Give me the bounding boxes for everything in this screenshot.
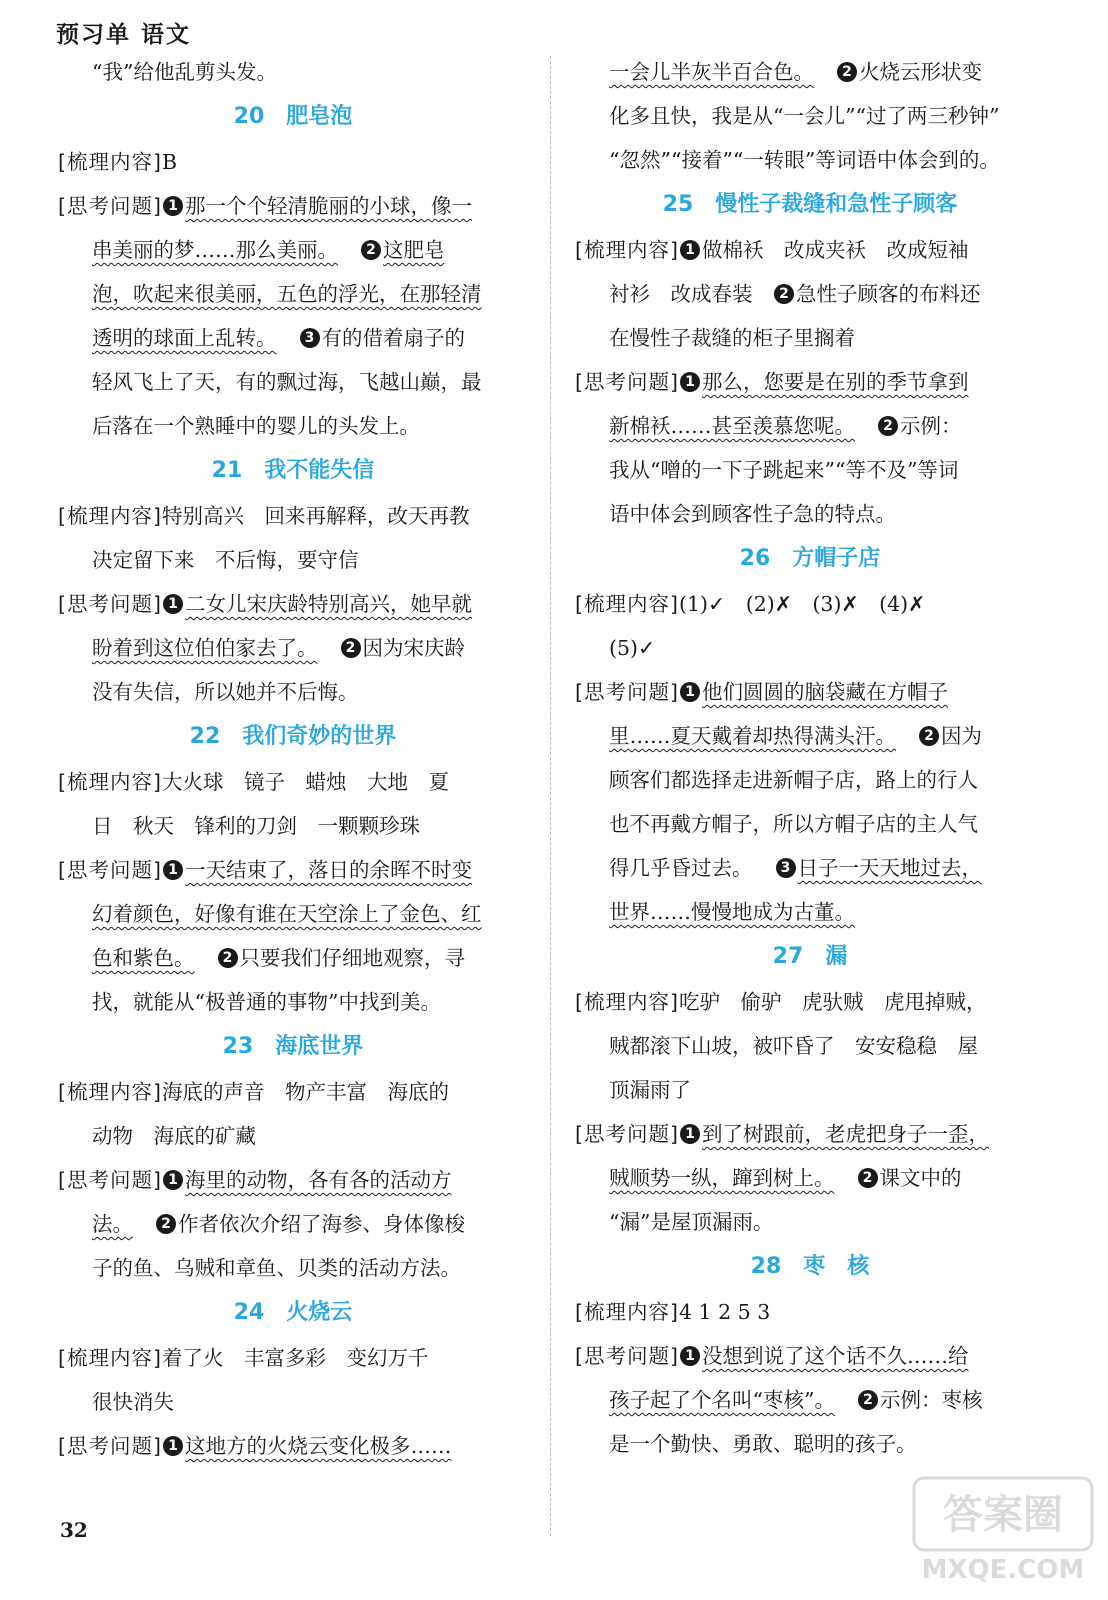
answer-text: 衬衫 改成春装 <box>609 282 773 306</box>
page-header: 预习单 语文 <box>56 22 192 48</box>
answer-text: 示例：枣核 <box>879 1388 983 1412</box>
text-line <box>58 1070 528 1114</box>
underlined-quote: 里……夏天戴着却热得满头汗。 <box>609 724 896 748</box>
item-number-badge: 2 <box>919 726 939 746</box>
lesson-name: 枣 核 <box>803 1254 870 1279</box>
text-line <box>58 760 528 804</box>
lesson-name: 漏 <box>825 944 848 969</box>
text-line <box>58 1114 528 1158</box>
text-line <box>58 494 528 538</box>
answer-text: “我”给他乱剪头发。 <box>92 60 277 84</box>
text-line <box>58 272 528 316</box>
answer-text: 动物 海底的矿藏 <box>92 1124 256 1148</box>
answer-text: 化多且快，我是从“一会儿”“过了两三秒钟” <box>609 104 1000 128</box>
underlined-quote: 幻着颜色，好像有谁在天空涂上了金色、红 <box>92 902 482 926</box>
answer-text: 吃驴 偷驴 虎驮贼 虎甩掉贼， <box>679 990 987 1014</box>
section-tag: [梳理内容] <box>58 150 162 174</box>
text-line <box>575 1112 1045 1156</box>
text-line <box>58 1380 528 1424</box>
lesson-title <box>58 94 528 140</box>
underlined-quote: 一天结束了，落日的余晖不时变 <box>185 858 472 882</box>
underlined-quote: 日子一天天地过去， <box>797 856 982 880</box>
right-column <box>575 50 1045 1466</box>
answer-text: 轻风飞上了天，有的飘过海，飞越山巅，最 <box>92 370 482 394</box>
text-line <box>575 404 1045 448</box>
text-line <box>58 1336 528 1380</box>
text-line <box>58 626 528 670</box>
answer-text: 后落在一个熟睡中的婴儿的头发上。 <box>92 414 420 438</box>
lesson-title <box>575 1244 1045 1290</box>
section-tag: [梳理内容] <box>58 1080 162 1104</box>
answer-text: 顾客们都选择走进新帽子店，路上的行人 <box>609 768 978 792</box>
answer-text: 急性子顾客的布料还 <box>796 282 981 306</box>
text-line <box>58 1246 528 1290</box>
item-number-badge: 1 <box>163 1170 183 1190</box>
answer-text: 顶漏雨了 <box>609 1078 691 1102</box>
text-line <box>575 670 1045 714</box>
answer-text: 只要我们仔细地观察，寻 <box>239 946 465 970</box>
underlined-quote: 透明的球面上乱转。 <box>92 326 277 350</box>
text-line <box>575 980 1045 1024</box>
answer-text: (5)✓ <box>609 636 656 660</box>
section-tag: [思考问题] <box>58 858 162 882</box>
lesson-title <box>58 1024 528 1070</box>
lesson-title <box>58 448 528 494</box>
underlined-quote: 色和紫色。 <box>92 946 195 970</box>
item-number-badge: 1 <box>163 860 183 880</box>
item-number-badge: 2 <box>858 1168 878 1188</box>
section-tag: [思考问题] <box>58 194 162 218</box>
text-line <box>58 360 528 404</box>
item-number-badge: 1 <box>163 196 183 216</box>
text-line <box>58 936 528 980</box>
text-line <box>58 1158 528 1202</box>
lesson-number: 20 <box>233 104 265 129</box>
item-number-badge: 2 <box>156 1214 176 1234</box>
item-number-badge: 1 <box>680 1346 700 1366</box>
answer-text: 着了火 丰富多彩 变幻万千 <box>162 1346 429 1370</box>
answer-text: 特别高兴 回来再解释，改天再教 <box>162 504 470 528</box>
text-line <box>575 1334 1045 1378</box>
answer-text: 火烧云形状变 <box>859 60 982 84</box>
text-line <box>575 1200 1045 1244</box>
item-number-badge: 1 <box>680 682 700 702</box>
answer-text: “忽然”“接着”“一转眼”等词语中体会到的。 <box>609 148 1000 172</box>
item-number-badge: 2 <box>858 1390 878 1410</box>
section-tag: [梳理内容] <box>58 1346 162 1370</box>
underlined-quote: 他们圆圆的脑袋藏在方帽子 <box>702 680 948 704</box>
text-line <box>575 360 1045 404</box>
text-line <box>575 714 1045 758</box>
svg-text:答案圈: 答案圈 <box>943 1492 1063 1538</box>
text-line <box>575 890 1045 934</box>
text-line <box>58 404 528 448</box>
item-number-badge: 3 <box>300 328 320 348</box>
text-line <box>58 538 528 582</box>
underlined-quote: 新棉袄……甚至羡慕您呢。 <box>609 414 855 438</box>
text-line <box>58 670 528 714</box>
text-line <box>58 980 528 1024</box>
answer-text: 因为 <box>941 724 982 748</box>
lesson-number: 23 <box>222 1034 254 1059</box>
lesson-title <box>575 934 1045 980</box>
watermark-logo <box>908 1470 1098 1590</box>
answer-text: 找，就能从“极普通的事物”中找到美。 <box>92 990 441 1014</box>
lesson-name: 海底世界 <box>275 1034 364 1059</box>
section-tag: [思考问题] <box>58 1168 162 1192</box>
lesson-title <box>58 1290 528 1336</box>
section-tag: [思考问题] <box>575 1344 679 1368</box>
answer-text: 示例： <box>900 414 962 438</box>
text-line <box>58 892 528 936</box>
text-line <box>575 802 1045 846</box>
text-line <box>575 1024 1045 1068</box>
section-tag: [思考问题] <box>575 370 679 394</box>
underlined-quote: 到了树跟前，老虎把身子一歪， <box>702 1122 989 1146</box>
lesson-number: 21 <box>211 458 243 483</box>
item-number-badge: 2 <box>774 284 794 304</box>
svg-text:MXQE.COM: MXQE.COM <box>921 1555 1085 1585</box>
item-number-badge: 2 <box>218 948 238 968</box>
text-line <box>575 316 1045 360</box>
item-number-badge: 2 <box>837 62 857 82</box>
answer-text: 做棉袄 改成夹袄 改成短袖 <box>702 238 969 262</box>
item-number-badge: 1 <box>680 1124 700 1144</box>
lesson-number: 25 <box>662 192 694 217</box>
underlined-quote: 这地方的火烧云变化极多…… <box>185 1434 452 1458</box>
text-line <box>575 492 1045 536</box>
section-tag: [梳理内容] <box>58 770 162 794</box>
answer-text: 决定留下来 不后悔，要守信 <box>92 548 359 572</box>
lesson-title <box>575 182 1045 228</box>
underlined-quote: 孩子起了个名叫“枣核”。 <box>609 1388 835 1412</box>
lesson-number: 22 <box>189 724 221 749</box>
text-line <box>575 272 1045 316</box>
text-line <box>575 1378 1045 1422</box>
answer-text: 4 1 2 5 3 <box>679 1300 771 1324</box>
section-tag: [梳理内容] <box>575 1300 679 1324</box>
section-tag: [思考问题] <box>58 1434 162 1458</box>
text-line <box>575 50 1045 94</box>
section-tag: [梳理内容] <box>575 990 679 1014</box>
section-tag: [思考问题] <box>575 680 679 704</box>
answer-text: 课文中的 <box>879 1166 962 1190</box>
text-line <box>575 582 1045 626</box>
item-number-badge: 1 <box>163 1436 183 1456</box>
text-line <box>575 626 1045 670</box>
underlined-quote: 那么，您要是在别的季节拿到 <box>702 370 969 394</box>
text-line <box>58 316 528 360</box>
item-number-badge: 2 <box>878 416 898 436</box>
underlined-quote: 贼顺势一纵，蹿到树上。 <box>609 1166 835 1190</box>
section-tag: [梳理内容] <box>575 238 679 262</box>
answer-text: 日 秋天 锋利的刀剑 一颗颗珍珠 <box>92 814 420 838</box>
underlined-quote: 海里的动物，各有各的活动方 <box>185 1168 452 1192</box>
text-line <box>575 228 1045 272</box>
section-tag: [梳理内容] <box>575 592 679 616</box>
text-line <box>575 1068 1045 1112</box>
item-number-badge: 1 <box>680 372 700 392</box>
answer-text: (1)✓ (2)✗ (3)✗ (4)✗ <box>679 592 926 616</box>
answer-text: 贼都滚下山坡，被吓昏了 安安稳稳 屋 <box>609 1034 978 1058</box>
lesson-name: 我不能失信 <box>264 458 375 483</box>
text-line <box>575 94 1045 138</box>
item-number-badge: 3 <box>776 858 796 878</box>
lesson-number: 24 <box>233 1300 265 1325</box>
underlined-quote: 那一个个轻清脆丽的小球，像一 <box>185 194 472 218</box>
answer-text: 得几乎昏过去。 <box>609 856 753 880</box>
lesson-name: 我们奇妙的世界 <box>242 724 397 749</box>
answer-text: 我从“噌的一下子跳起来”“等不及”等词 <box>609 458 959 482</box>
answer-text: 在慢性子裁缝的柜子里搁着 <box>609 326 855 350</box>
underlined-quote: 二女儿宋庆龄特别高兴，她早就 <box>185 592 472 616</box>
underlined-quote: 泡，吹起来很美丽，五色的浮光，在那轻清 <box>92 282 482 306</box>
section-tag: [思考问题] <box>575 1122 679 1146</box>
lesson-number: 27 <box>772 944 804 969</box>
answer-text: B <box>162 150 178 174</box>
answer-text: 因为宋庆龄 <box>362 636 465 660</box>
left-column <box>58 50 528 1468</box>
item-number-badge: 2 <box>361 240 381 260</box>
underlined-quote: 盼着到这位伯伯家去了。 <box>92 636 318 660</box>
text-line <box>575 1156 1045 1200</box>
answer-text: 很快消失 <box>92 1390 174 1414</box>
lesson-title <box>58 714 528 760</box>
underlined-quote: 法。 <box>92 1212 133 1236</box>
lesson-title <box>575 536 1045 582</box>
item-number-badge: 1 <box>163 594 183 614</box>
answer-text: 没有失信，所以她并不后悔。 <box>92 680 359 704</box>
answer-text: 语中体会到顾客性子急的特点。 <box>609 502 896 526</box>
answer-text: “漏”是屋顶漏雨。 <box>609 1210 774 1234</box>
section-tag: [思考问题] <box>58 592 162 616</box>
page-number: 32 <box>60 1518 88 1542</box>
text-line <box>58 1424 528 1468</box>
answer-text: 是一个勤快、勇敢、聪明的孩子。 <box>609 1432 917 1456</box>
lesson-number: 28 <box>750 1254 782 1279</box>
lesson-number: 26 <box>739 546 771 571</box>
text-line <box>58 1202 528 1246</box>
answer-text: 大火球 镜子 蜡烛 大地 夏 <box>162 770 449 794</box>
text-line <box>575 1422 1045 1466</box>
text-line <box>58 50 528 94</box>
underlined-quote: 世界……慢慢地成为古董。 <box>609 900 855 924</box>
text-line <box>575 138 1045 182</box>
text-line <box>575 846 1045 890</box>
column-divider <box>550 56 551 1536</box>
answer-text: 海底的声音 物产丰富 海底的 <box>162 1080 449 1104</box>
lesson-name: 方帽子店 <box>792 546 881 571</box>
item-number-badge: 2 <box>341 638 361 658</box>
answer-text: 子的鱼、乌贼和章鱼、贝类的活动方法。 <box>92 1256 461 1280</box>
text-line <box>575 758 1045 802</box>
text-line <box>58 184 528 228</box>
underlined-quote: 这肥皂 <box>383 238 445 262</box>
answer-text: 也不再戴方帽子，所以方帽子店的主人气 <box>609 812 978 836</box>
item-number-badge: 1 <box>680 240 700 260</box>
text-line <box>58 228 528 272</box>
answer-text: 作者依次介绍了海参、身体像梭 <box>178 1212 465 1236</box>
text-line <box>58 848 528 892</box>
text-line <box>575 448 1045 492</box>
text-line <box>58 582 528 626</box>
text-line <box>58 140 528 184</box>
underlined-quote: 一会儿半灰半百合色。 <box>609 60 814 84</box>
text-line <box>575 1290 1045 1334</box>
lesson-name: 肥皂泡 <box>286 104 353 129</box>
lesson-name: 慢性子裁缝和急性子顾客 <box>715 192 958 217</box>
lesson-name: 火烧云 <box>286 1300 353 1325</box>
underlined-quote: 没想到说了这个话不久……给 <box>702 1344 969 1368</box>
answer-text: 有的借着扇子的 <box>321 326 465 350</box>
section-tag: [梳理内容] <box>58 504 162 528</box>
underlined-quote: 串美丽的梦……那么美丽。 <box>92 238 338 262</box>
text-line <box>58 804 528 848</box>
